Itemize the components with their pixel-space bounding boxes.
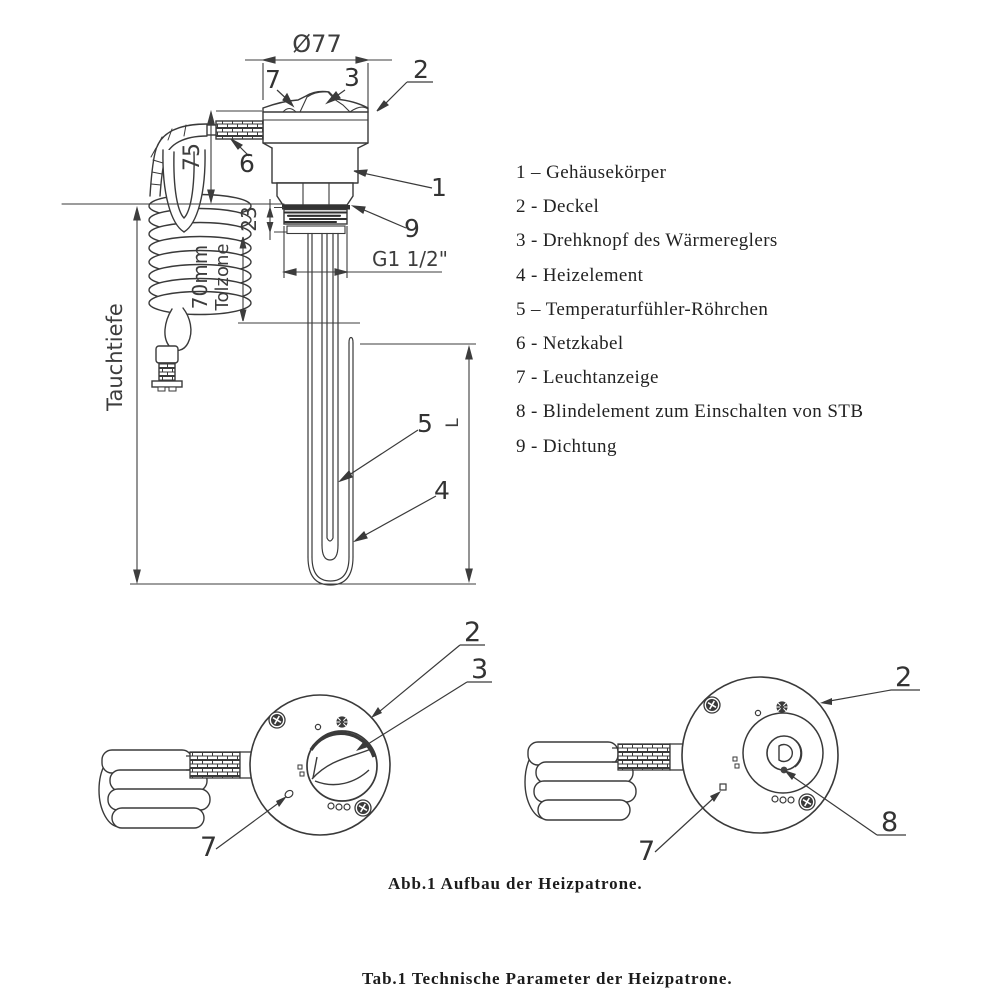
dim-thread-label: G1 1/2" bbox=[372, 247, 448, 271]
callout-3: 3 bbox=[344, 63, 360, 92]
dim-tauchtiefe-label: Tauchtiefe bbox=[103, 303, 127, 411]
legend-item: 1 – Gehäusekörper bbox=[516, 162, 667, 183]
legend-item: 6 - Netzkabel bbox=[516, 333, 624, 355]
dim-diameter-label: Ø77 bbox=[292, 30, 342, 58]
dim-tolzone-label: Tolzone bbox=[212, 243, 233, 311]
housing-body bbox=[263, 143, 368, 205]
thread bbox=[284, 210, 347, 234]
cord-loop-lower bbox=[165, 308, 191, 350]
callout-9: 9 bbox=[404, 214, 420, 243]
legend-item: 4 - Heizelement bbox=[516, 264, 644, 286]
dim-75-label: 75 bbox=[180, 143, 205, 171]
dim-length-label: L bbox=[443, 418, 463, 428]
figure-caption: Abb.1 Aufbau der Heizpatrone. bbox=[388, 874, 643, 893]
right-callout-8: 8 bbox=[881, 807, 899, 838]
bottom-left-view bbox=[99, 645, 492, 849]
right-callout-2: 2 bbox=[895, 662, 913, 693]
dim-23-label: 23 bbox=[237, 206, 261, 232]
left-callout-2: 2 bbox=[464, 617, 482, 648]
right-callout-7: 7 bbox=[638, 836, 656, 867]
cable-gland bbox=[207, 121, 263, 139]
callout-4: 4 bbox=[434, 476, 450, 505]
bottom-right-view bbox=[525, 677, 920, 852]
power-plug-side bbox=[152, 346, 182, 391]
legend-item: 9 - Dichtung bbox=[516, 435, 617, 457]
callout-6: 6 bbox=[239, 149, 255, 178]
legend-item: 8 - Blindelement zum Einschalten von STB bbox=[516, 401, 864, 423]
callout-7: 7 bbox=[265, 65, 281, 94]
heating-element-tubes bbox=[308, 234, 353, 586]
legend-item: 2 - Deckel bbox=[516, 196, 600, 218]
dim-70mm-label: 70mm bbox=[188, 244, 212, 310]
left-callout-3: 3 bbox=[471, 654, 489, 685]
table-caption: Tab.1 Technische Parameter der Heizpatrone. bbox=[362, 969, 733, 988]
callout-2: 2 bbox=[413, 55, 429, 84]
legend-item: 7 - Leuchtanzeige bbox=[516, 367, 659, 389]
legend-item: 5 – Temperaturfühler-Röhrchen bbox=[516, 298, 769, 320]
callout-5: 5 bbox=[417, 409, 433, 438]
legend-item: 3 - Drehknopf des Wärmereglers bbox=[516, 230, 778, 252]
parts-legend bbox=[516, 156, 863, 464]
callout-1: 1 bbox=[431, 173, 447, 202]
left-callout-7: 7 bbox=[200, 832, 218, 863]
cap-deckel bbox=[263, 92, 368, 144]
